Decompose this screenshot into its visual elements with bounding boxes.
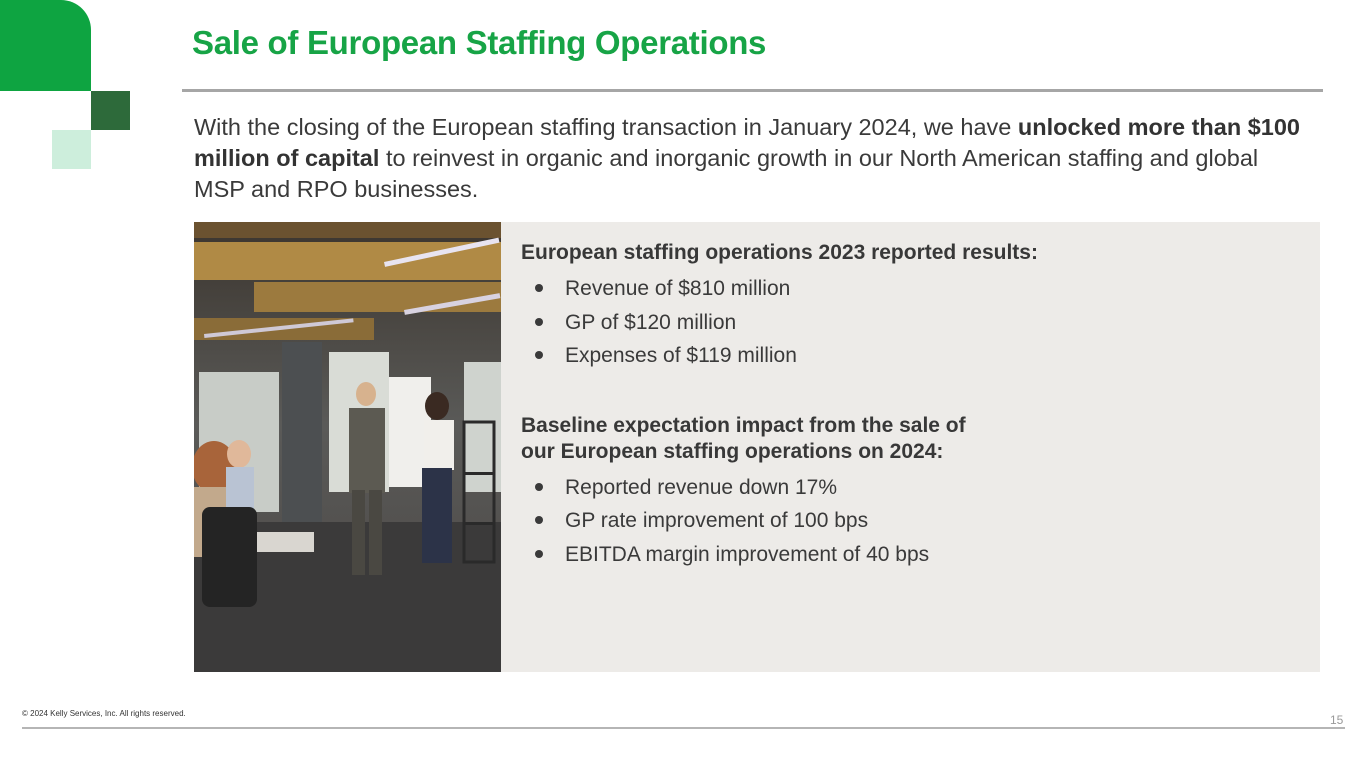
list-item — [521, 504, 1281, 538]
intro-text-2: to reinvest in organic and inorganic growth in our North American staffing and global MSP and RPO businesses. — [194, 145, 1259, 202]
list-item — [521, 471, 1281, 505]
heading-line-1: Baseline expectation impact from the sale of — [521, 413, 966, 437]
results-panel — [194, 222, 1320, 672]
intro-paragraph — [194, 112, 1304, 205]
title-divider — [182, 89, 1323, 92]
decorative-green-square — [0, 0, 91, 91]
bullet-icon — [535, 351, 543, 359]
list-item-text: Revenue of $810 million — [565, 277, 791, 300]
bullet-icon — [535, 516, 543, 524]
intro-bold-text: unlocked more than $100 million of capital — [194, 114, 1300, 171]
bullet-icon — [535, 318, 543, 326]
results-2023-list — [521, 272, 1281, 373]
results-content — [521, 240, 1281, 571]
list-item — [521, 306, 1281, 340]
intro-text-1: With the closing of the European staffing transaction in January 2024, we have — [194, 114, 1018, 140]
bullet-icon — [535, 550, 543, 558]
impact-2024-list — [521, 471, 1281, 572]
list-item-text: Reported revenue down 17% — [565, 475, 838, 499]
section-heading-2024-impact — [521, 413, 1281, 465]
list-item — [521, 339, 1281, 373]
bullet-icon — [535, 284, 543, 292]
list-item-text: EBITDA margin improvement of 40 bps — [565, 542, 930, 566]
list-item — [521, 538, 1281, 572]
list-item-text: GP of $120 million — [565, 310, 737, 334]
list-item — [521, 272, 1281, 306]
heading-line-2: our European staffing operations on 2024: — [521, 439, 944, 463]
footer-divider — [22, 727, 1345, 729]
slide-title: Sale of European Staffing Operations — [192, 24, 767, 61]
section-heading-2023-results: European staffing operations 2023 reported results: — [521, 241, 1038, 264]
decorative-dark-square — [91, 91, 130, 130]
list-item-text: Expenses of $119 million — [565, 344, 797, 367]
decorative-light-square — [52, 130, 91, 169]
list-item-text: GP rate improvement of 100 bps — [565, 509, 869, 532]
bullet-icon — [535, 483, 543, 491]
page-number: 15 — [1330, 713, 1344, 727]
office-meeting-photo — [194, 222, 501, 672]
copyright-text: © 2024 Kelly Services, Inc. All rights reserved. — [22, 709, 186, 718]
